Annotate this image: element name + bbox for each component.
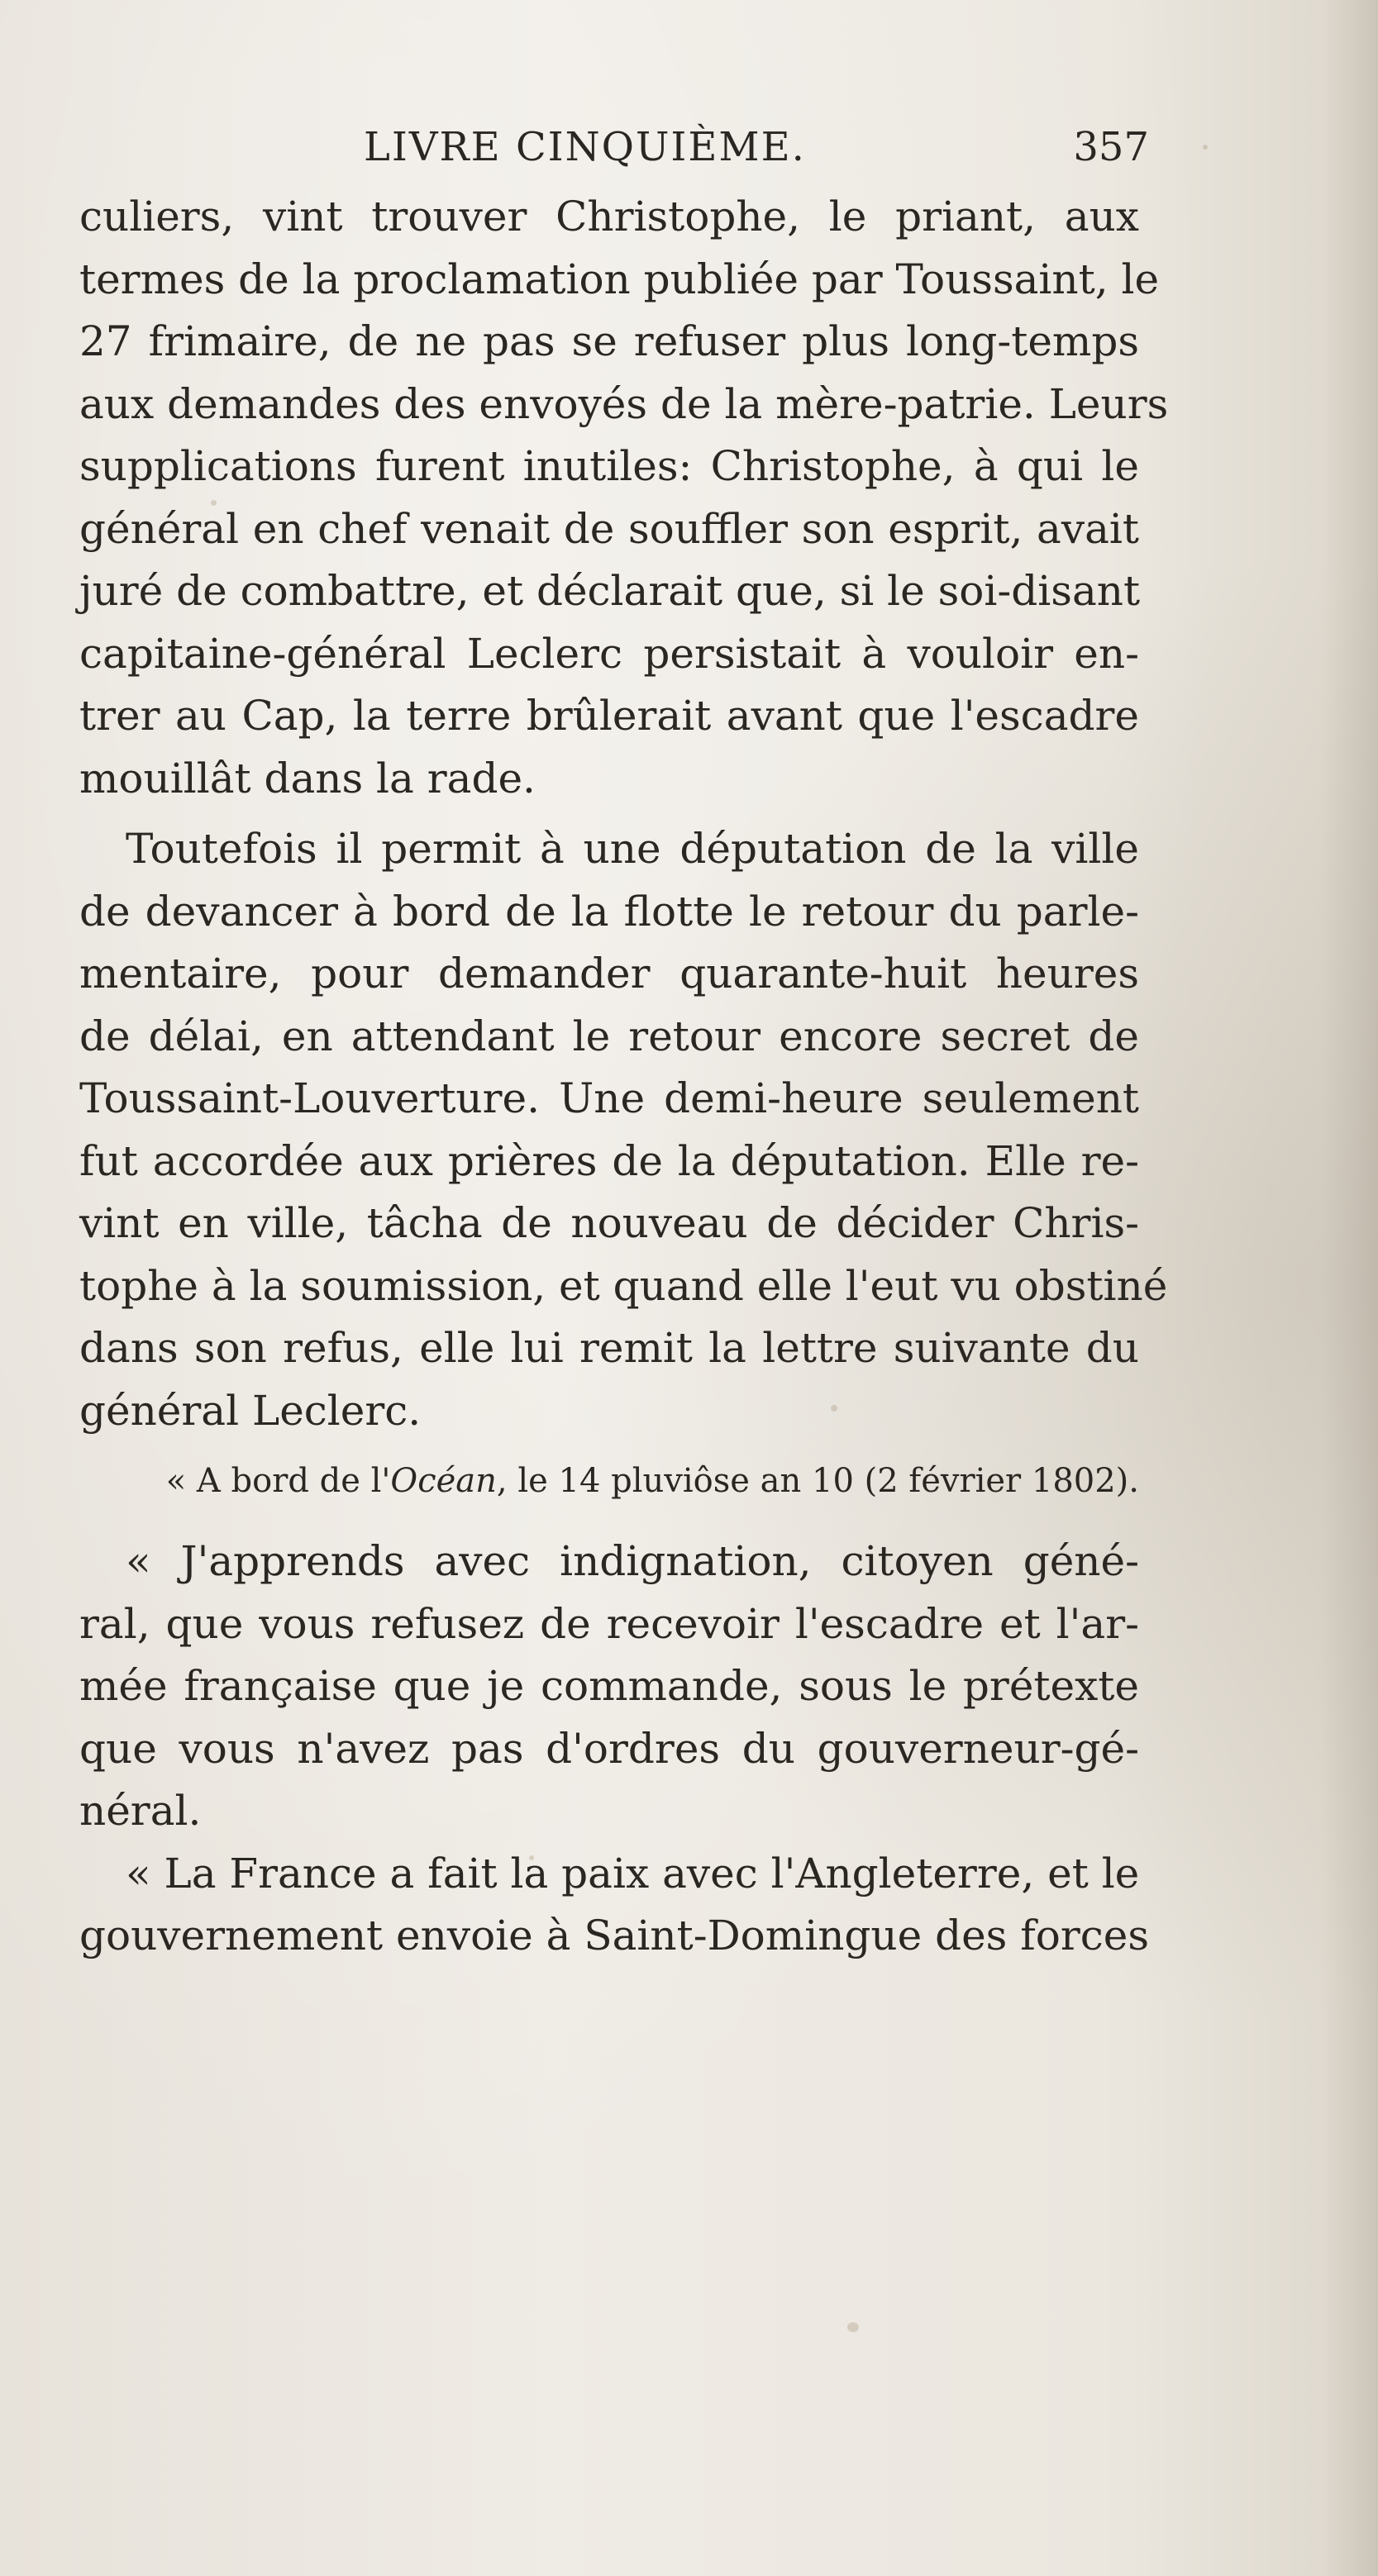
text-line: vint en ville, tâcha de nouveau de décider Chris- [79, 1199, 1139, 1247]
letter-paragraph [79, 1531, 1139, 1843]
text-line: mée française que je commande, sous le prétexte [79, 1662, 1139, 1710]
body-text [79, 186, 1169, 1968]
text-line: Toussaint-Louverture. Une demi-heure seulement [79, 1074, 1139, 1122]
dateline-rest: , le 14 pluviôse an 10 (2 février 1802). [496, 1462, 1139, 1500]
paragraph-gap [79, 810, 1139, 818]
text-line: Toutefois il permit à une députation de la ville [126, 825, 1139, 873]
foxing-spot [1203, 145, 1208, 150]
text-line: « La France a fait la paix avec l'Angleterre, et le [126, 1849, 1140, 1897]
foxing-spot [847, 2322, 859, 2332]
text-line: de délai, en attendant le retour encore secret de [79, 1012, 1139, 1060]
text-line: trer au Cap, la terre brûlerait avant que l'escadre [79, 692, 1139, 740]
letter-dateline [79, 1450, 1139, 1512]
page-number: 357 [1073, 124, 1149, 170]
text-line: ral, que vous refusez de recevoir l'escadre et l'ar- [79, 1599, 1139, 1648]
page-edge-shadow [1320, 0, 1378, 2576]
text-line: supplications furent inutiles: Christophe, à qui le [79, 442, 1139, 490]
text-line: dans son refus, elle lui remit la lettre suivante du [79, 1324, 1139, 1372]
text-line: de devancer à bord de la flotte le retour du parle- [79, 887, 1139, 936]
paragraph [79, 818, 1168, 1442]
text-line: capitaine-général Leclerc persistait à vouloir en- [79, 629, 1139, 678]
text-line: fut accordée aux prières de la députation. Elle re- [79, 1136, 1139, 1185]
text-line: aux demandes des envoyés de la mère-patrie. Leurs [79, 379, 1169, 428]
text-line: « J'apprends avec indignation, citoyen géné- [126, 1537, 1139, 1585]
text-line: général en chef venait de souffler son esprit, avait [79, 504, 1139, 553]
letter-paragraph [79, 1843, 1149, 1968]
ship-name: Océan [390, 1462, 497, 1500]
running-title: LIVRE CINQUIÈME. [364, 124, 806, 170]
text-line: termes de la proclamation publiée par Toussaint, le [79, 255, 1160, 303]
page-header [83, 124, 1149, 174]
paragraph [79, 186, 1169, 810]
text-line: mentaire, pour demander quarante-huit heures [79, 950, 1139, 998]
text-line: mouillât dans la rade. [79, 754, 536, 802]
text-line: tophe à la soumission, et quand elle l'eut vu obstiné [79, 1261, 1168, 1310]
text-line: culiers, vint trouver Christophe, le priant, aux [79, 193, 1139, 240]
text-line: néral. [79, 1787, 202, 1835]
text-line: gouvernement envoie à Saint-Domingue des forces [79, 1912, 1149, 1959]
text-line: 27 frimaire, de ne pas se refuser plus long-temps [79, 317, 1139, 365]
dateline-prefix: « A bord de l' [165, 1462, 391, 1500]
text-line: juré de combattre, et déclarait que, si le soi-disant [79, 567, 1141, 615]
text-line: général Leclerc. [79, 1386, 422, 1435]
text-line: que vous n'avez pas d'ordres du gouverneur-gé- [79, 1724, 1139, 1773]
